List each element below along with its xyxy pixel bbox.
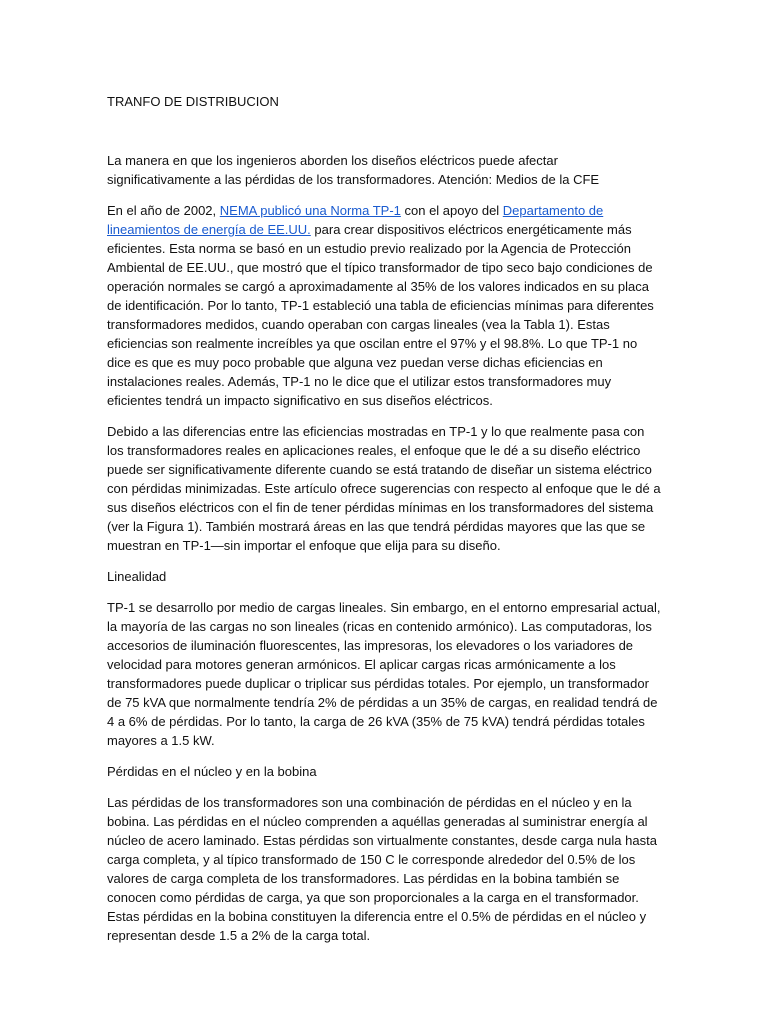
document-title: TRANFO DE DISTRIBUCION xyxy=(107,94,279,109)
paragraph-text: En el año de 2002, xyxy=(107,203,220,218)
link-nema-tp1[interactable]: NEMA publicó una Norma TP-1 xyxy=(219,203,401,218)
paragraph-linealidad: TP-1 se desarrollo por medio de cargas lineales. Sin embargo, en el entorno empresarial actual, la mayoría de las cargas no son lineales (ricas en contenido armónico). Las computadoras, los accesorios de iluminación fluorescentes, las impresoras, los elevadores o los variadores de velocidad para motores generan armónicos. El aplicar cargas ricas armónicamente a los transformadores puede duplicar o triplicar sus pérdidas totales. Por ejemplo, un transformador de 75 kVA que normalmente tendría 2% de pérdidas a un 35% de cargas, en realidad tendrá de 4 a 6% de pérdidas. Por lo tanto, la carga de 26 kVA (35% de 75 kVA) tendrá pérdidas totales mayores a 1.5 kW. xyxy=(107,600,661,748)
paragraph-tp1 xyxy=(107,201,663,410)
section-heading-perdidas: Pérdidas en el núcleo y en la bobina xyxy=(107,764,317,779)
paragraph-diferencias: Debido a las diferencias entre las eficiencias mostradas en TP-1 y lo que realmente pasa con los transformadores reales en aplicaciones reales, el enfoque que le dé a su diseño eléctrico puede ser significativamente diferente cuando se está tratando de diseñar un sistema eléctrico con pérdidas minimizadas. Este artículo ofrece sugerencias con respecto al enfoque que le dé a sus diseños eléctricos con el fin de tener pérdidas mínimas en los transformadores del sistema (ver la Figura 1). También mostrará áreas en las que tendrá pérdidas mayores que las que se muestran en TP-1—sin importar el enfoque que elija para su diseño. xyxy=(107,424,661,553)
paragraph-text: para crear dispositivos eléctricos energéticamente más eficientes. Esta norma se basó en un estudio previo realizado por la Agencia de Protección Ambiental de EE.UU., que mostró que el típico transformador de tipo seco bajo condiciones de operación normales se cargó a aproximadamente al 35% de los valores indicados en su placa de identificación. Por lo tanto, TP-1 estableció una tabla de eficiencias mínimas para diferentes transformadores medidos, cuando operaban con cargas lineales (vea la Tabla 1). Estas eficiencias son realmente increíbles ya que oscilan entre el 97% y el 98.8%. Lo que TP-1 no dice es que es muy poco probable que alguna vez puedan verse dichas eficiencias en instalaciones reales. Además, TP-1 no le dice que el utilizar estos transformadores muy eficientes tendrá un impacto significativo en sus diseños eléctricos. xyxy=(107,222,654,408)
intro-paragraph: La manera en que los ingenieros aborden los diseños eléctricos puede afectar significativamente a las pérdidas de los transformadores. Atención: Medios de la CFE xyxy=(107,153,600,187)
link-departamento-energia[interactable]: Departamento de lineamientos de energía de EE.UU. xyxy=(107,203,604,237)
paragraph-perdidas: Las pérdidas de los transformadores son una combinación de pérdidas en el núcleo y en la bobina. Las pérdidas en el núcleo comprenden a aquéllas generadas al suministrar energía al núcleo de acero laminado. Estas pérdidas son virtualmente constantes, desde carga nula hasta carga completa, y al típico transformado de 150 C le corresponde alrededor del 0.5% de los valores de carga completa de los transformadores. Las pérdidas en la bobina también se conocen como pérdidas de carga, ya que son proporcionales a la carga en el transformador. Estas pérdidas en la bobina constituyen la diferencia entre el 0.5% de pérdidas en el núcleo y representan desde 1.5 a 2% de la carga total. xyxy=(107,795,657,943)
document-body xyxy=(107,92,663,957)
paragraph-text: con el apoyo del xyxy=(400,203,503,218)
section-heading-linealidad: Linealidad xyxy=(107,569,167,584)
